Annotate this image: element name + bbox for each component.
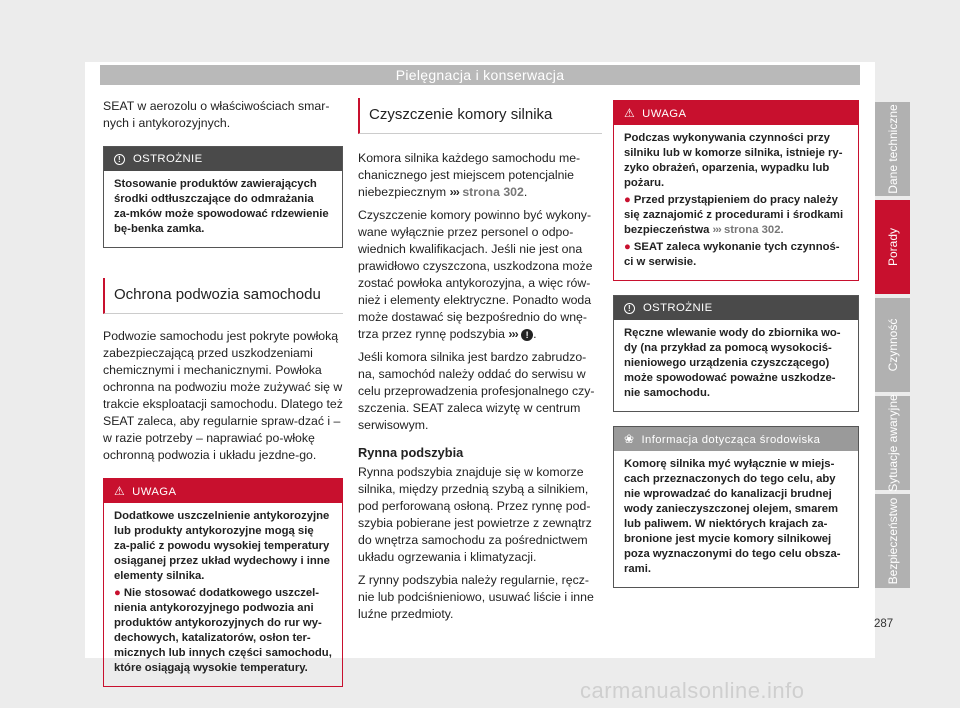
environment-icon: ❀ [624,432,635,446]
warning-triangle-icon: ⚠ [624,106,636,120]
tab-czynnosc[interactable]: Czynność [875,298,910,392]
reference-arrows-icon: ››› [712,224,721,236]
warning-box-engine [613,100,859,281]
environment-header: ❀ Informacja dotycząca środowiska [614,427,858,451]
engine-paragraph-1: Komora silnika każdego samochodu me-chanicznego jest miejscem potencjalnie niebezpiecznym ››› strona 302. [358,151,581,199]
warning-body: Podczas wykonywania czynności przy silniku lub w komorze silnika, istnieje ry-zyko obrażeń, oparzenia, wypadku lub pożaru. ● Przed przystąpieniem do pracy należy się zaznajomić z procedurami i środkami bezpieczeństwa ››› strona 302. ● SEAT zaleca wykonanie tych czynnoś-ci w serwisie. [624,132,844,268]
environment-body: Komorę silnika myć wyłącznie w miejs-cach przeznaczonych do tego celu, aby nie wprowadzać do kanalizacji brudnej wody zanieczyszczonej olejem, smarem lub paliwem. W niektórych krajach za-bronione jest mycie komory silnikowej poza wyznaczonymi do tego celu obsza-rami. [624,458,841,575]
gutter-paragraph-2: Z rynny podszybia należy regularnie, ręcz-nie lub podciśnieniowo, usuwać liście i inne luźne przedmioty. [358,573,594,621]
caution-header: ! OSTROŻNIE [104,147,342,171]
warning-ref-icon[interactable]: ! [521,329,533,341]
warning-header: ⚠ UWAGA [614,101,858,125]
warning-triangle-icon: ⚠ [114,484,126,498]
warning-body: Dodatkowe uszczelnienie antykorozyjne lub produkty antykorozyjne mogą się za-palić z powodu wysokiej temperatury osiąganej przez układ wydechowy i inne elementy silnika. ● Nie stosować dodatkowego uszczel-nienia antykorozyjnego podwozia ani produktów antykorozyjnych do rur wy-dechowych, katalizatorów, osłon ter-micznych lub innych części samochodu, które osiągają wysokie temperatury. [114,510,332,674]
page-link[interactable]: strona 302. [723,224,784,236]
tab-sytuacje-awaryjne[interactable]: Sytuacje awaryjne [875,396,910,490]
gutter-paragraph-1: Rynna podszybia znajduje się w komorze silnika, między przednią szybą a silnikiem, pod perforowaną osłoną. Przez rynnę pod-szybia pobierane jest powietrze z zewnątrz do wnętrza samochodu za pośrednictwem układu ogrzewania i klimatyzacji. [358,465,592,564]
tab-bezpieczenstwo[interactable]: Bezpieczeństwo [875,494,910,588]
environment-box [613,426,859,588]
column-middle [358,98,602,629]
bullet-icon: ● [114,587,121,599]
chapter-tabs [875,102,910,592]
column-left [103,98,343,687]
caution-body: Ręczne wlewanie wody do zbiornika wo-dy (na przykład za pomocą wysokociś-nieniowego urządzenia czyszczącego) może spowodować poważne uszkodze-nie samochodu. [624,327,841,399]
bullet-icon: ● [624,241,631,253]
engine-paragraph-3: Jeśli komora silnika jest bardzo zabrudzo-na, samochód należy oddać do serwisu w celu przeprowadzenia profesjonalnego czy-szczenia. SEAT zaleca wizytę w centrum serwisowym. [358,350,595,432]
watermark: carmanualsonline.info [580,678,805,703]
page-number: 287 [874,618,894,630]
caution-box [103,146,343,248]
page-header: Pielęgnacja i konserwacja [100,65,860,85]
engine-paragraph-2: Czyszczenie komory powinno być wykony-wane wyłącznie przez personel o odpo-wiednich kwalifikacjach. Jeśli nie jest ona prawidłowo czyszczona, uszkodzona może zostać powłoka antykorozyjna, a więc rów-nież i elementy elektryczne. Ponadto woda może dostawać się bezpośrednio do wnę-trza przez rynnę podszybia ››› ! . [358,208,593,341]
caution-box-water [613,295,859,412]
underbody-paragraph: Podwozie samochodu jest pokryte powłoką zabezpieczającą przed uszkodzeniami chemicznymi i mechanicznymi. Powłoka ochronna na podwoziu może zużywać się w trakcie eksploatacji samochodu. Dlatego też SEAT zaleca, aby regularnie spraw-dzać i – w razie potrzeby – naprawiać po-włokę ochronną podwozia i układu jezdne-go. [103,329,343,462]
caution-body: Stosowanie produktów zawierających środki odtłuszczające do odmrażania za-mków może spowodować rdzewienie bę-benka zamka. [114,178,329,235]
info-icon: ! [624,303,635,314]
warning-box [103,478,343,687]
sub-heading-gutter: Rynna podszybia [358,445,464,460]
intro-text: SEAT w aerozolu o właściwościach smar-nych i antykorozyjnych. [103,99,330,130]
column-right [613,100,859,588]
page-link[interactable]: strona 302 [462,185,524,199]
caution-header: ! OSTROŻNIE [614,296,858,320]
info-icon: ! [114,154,125,165]
reference-arrows-icon: ››› [508,327,518,341]
reference-arrows-icon: ››› [449,185,459,199]
section-title-underbody: Ochrona podwozia samochodu [103,278,343,314]
bullet-icon: ● [624,194,631,206]
tab-dane-techniczne[interactable]: Dane techniczne [875,102,910,196]
tab-porady[interactable]: Porady [875,200,910,294]
section-title-engine: Czyszczenie komory silnika [358,98,602,134]
warning-header: ⚠ UWAGA [104,479,342,503]
